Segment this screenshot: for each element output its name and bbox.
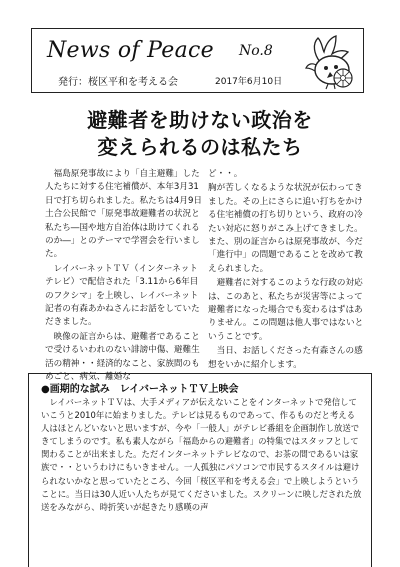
feature-box-heading: ●画期的な試み レイバーネットＴＶ上映会 — [41, 384, 239, 395]
article-paragraph: 胸が苦しくなるような状況が伝わってきました。その上にさらに追い打ちをかける住宅補償の打ち切りという、政府の冷たい対応に怒りがこみ上げてきました。また、別の証言からは原発事故が、今だ「進行中」の問題であることを改めて教えられました。 — [208, 183, 363, 274]
article-paragraph: 福島原発事故により「自主避難」した人たちに対する住宅補償が、本年3月31日で打ち切られました。私たちは4月9日土合公民館で「原発事故避難者の状況と私たち―国や地方自治体は助けてくれるのか―」とのテーマで学習会を行いました。 — [45, 169, 203, 260]
headline-line-1: 避難者を助けない政治を — [87, 108, 313, 132]
newsletter-title: News of Peace — [47, 38, 214, 63]
feature-box-body: レイバーネットＴＶは、大手メディアが伝えないことをインターネットで発信していこうと2010年に始まりました。テレビは見るものであって、作るものだと考える人はほとんどいないと思いますが、今や「一般人」がテレビ番組を企画制作し放送できてしまうのです。私も素人ながら「福島からの避難者」の特集ではスタッフとして関わることが出来ました。ただインターネットテレビなので、お茶の間であるいは家族で・・というわけにもいきません。一人孤独にパソコンで市民するスタイルは避けられないかなと思っていたところ、今回「桜区平和を考える会」で上映しようということに。当日は30人近い人たちが見てくださいました。スクリーンに映しだされた放送をみながら、時折笑いが起きたり感嘆の声 — [41, 397, 362, 512]
issue-date: 2017年6月10日 — [215, 77, 283, 87]
publisher: 発行：桜区平和を考える会 — [58, 77, 178, 88]
article-paragraph: レイバーネットＴＶ（インターネットテレビ）で配信された「3.11から6年目のフクシマ」を上映し、レイバーネット記者の有森あかねさんにお話をしていただきました。 — [45, 263, 200, 328]
dove-mascot-icon — [300, 32, 360, 90]
article-column-right — [208, 168, 370, 372]
article-paragraph: 当日、お話しくださった有森さんの感想をいかに紹介します。 — [208, 346, 363, 370]
article-paragraph: ど・・。 — [208, 169, 243, 179]
feature-box — [28, 373, 372, 567]
article-paragraph: 避難者に対するこのような行政の対応は、このあと、私たちが災害等によって避難者になった場合でも変わるはずはありません。この問題は他人事ではないということです。 — [208, 278, 364, 342]
issue-number: No.8 — [239, 43, 273, 59]
article-paragraph: 映像の証言からは、避難者であることで受けるいわれのない誹謗中傷、避難生活の精神・・経済的なこと、家族間のもめごと、病気、離婚な — [45, 331, 200, 383]
headline-line-2: 変えられるのは私たち — [97, 135, 303, 159]
masthead — [31, 28, 364, 93]
article-column-left — [45, 168, 205, 385]
